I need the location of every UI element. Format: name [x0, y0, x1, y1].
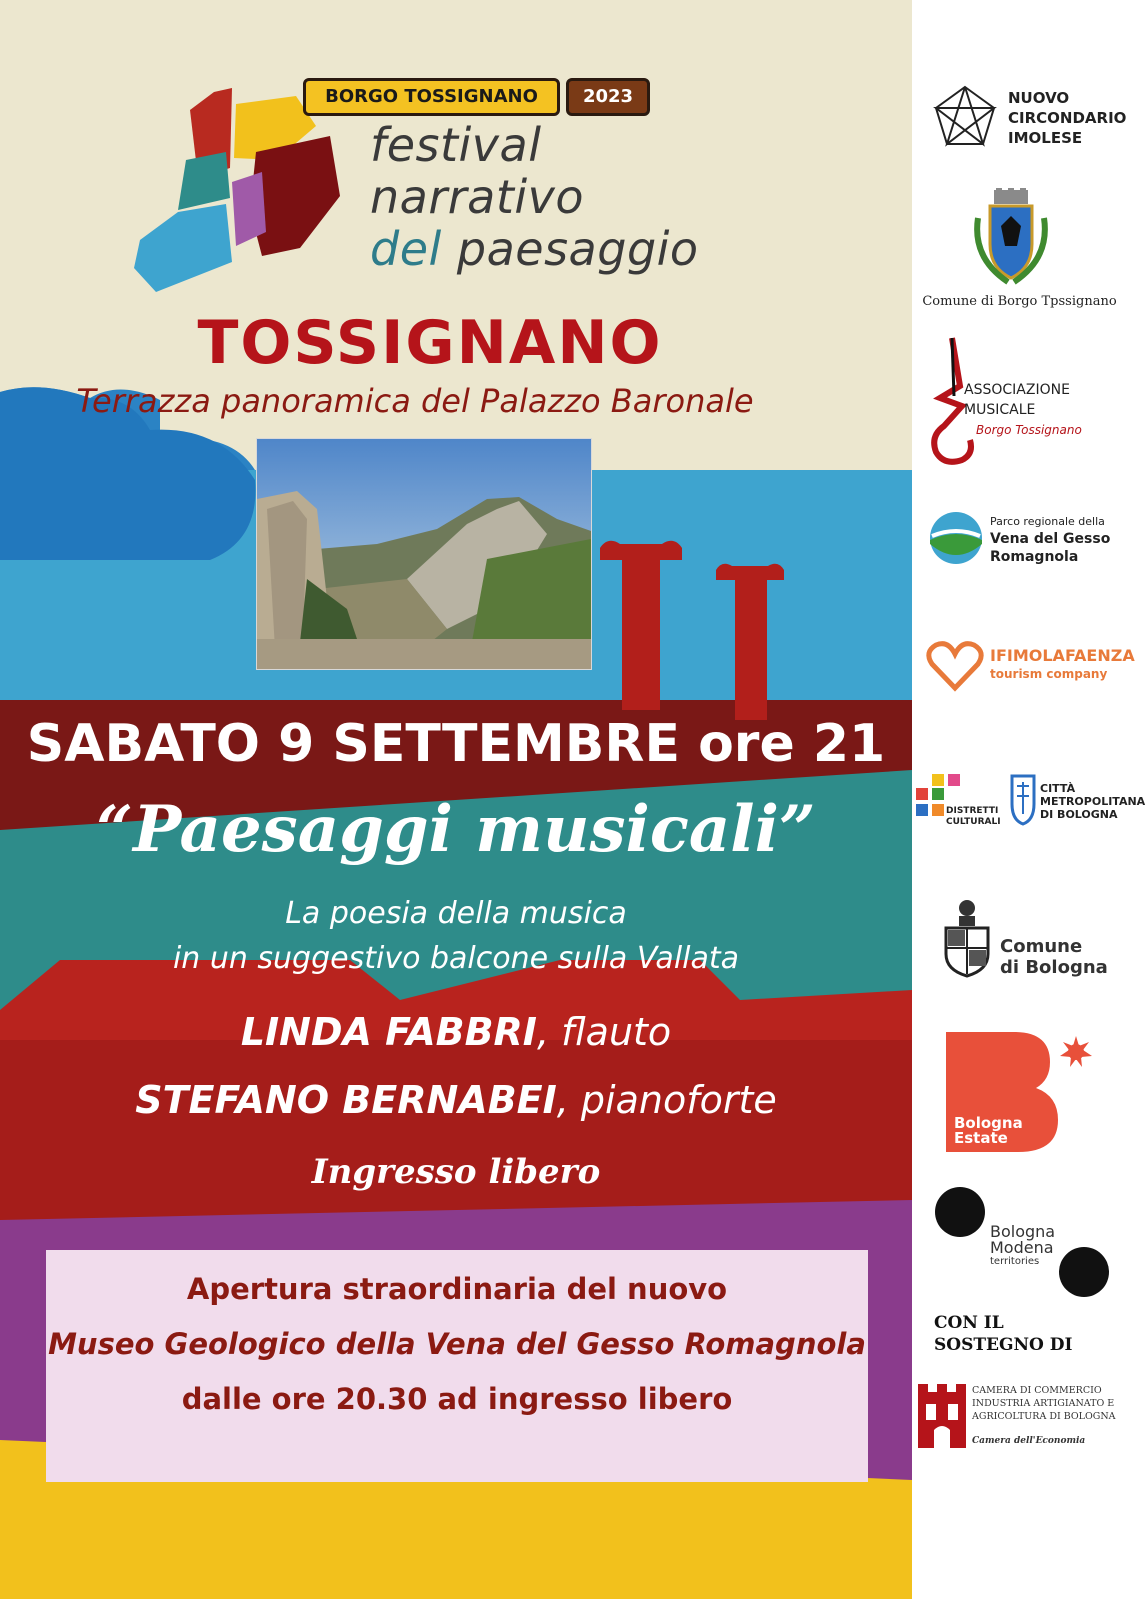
bologna-modena-line-2: Modena [990, 1238, 1054, 1257]
festival-title-del: del [370, 222, 442, 276]
bologna-estate-line-2: Estate [954, 1129, 1008, 1147]
landscape-photo [256, 438, 592, 670]
bologna-estate-logo-text [954, 1116, 1023, 1146]
comune-bologna-logo-text [1000, 936, 1108, 978]
parco-line-2: Vena del Gesso [990, 531, 1111, 547]
performer-2-name: STEFANO BERNABEI [135, 1078, 557, 1122]
performer-1-name: LINDA FABBRI [240, 1010, 537, 1054]
associazione-line-1: ASSOCIAZIONE [964, 382, 1070, 398]
event-title: “Paesaggi musicali” [96, 792, 816, 867]
event-entry: Ingresso libero [311, 1152, 601, 1192]
event-venue: Terrazza panoramica del Palazzo Baronale [76, 382, 754, 420]
sostegno-line-2: SOSTEGNO DI [934, 1335, 1073, 1355]
citta-line-2: METROPOLITANA [1040, 795, 1145, 808]
festival-title-line-2: narrativo [370, 170, 585, 224]
museum-line-3: dalle ore 20.30 ad ingresso libero [181, 1382, 733, 1416]
circondario-line-2: CIRCONDARIO [1008, 109, 1127, 127]
if-line-1: IFIMOLAFAENZA [990, 646, 1135, 665]
if-logo-text [990, 647, 1135, 683]
citta-metropolitana-text [1040, 782, 1145, 821]
comune-bologna-line-1: Comune [1000, 936, 1083, 957]
circondario-line-3: IMOLESE [1008, 129, 1083, 147]
parco-line-1: Parco regionale della [990, 515, 1105, 528]
camera-commercio-logo-text [972, 1384, 1116, 1423]
associazione-logo-text [964, 380, 1082, 440]
associazione-line-3: Borgo Tossignano [976, 423, 1082, 437]
circondario-line-1: NUOVO [1008, 89, 1070, 107]
borgo-tossignano-crest-icon [968, 188, 1054, 288]
museum-line-2: Museo Geologico della Vena del Gesso Romagnola [48, 1327, 866, 1361]
camera-line-1: CAMERA DI COMMERCIO [972, 1385, 1102, 1396]
comune-bologna-line-2: di Bologna [1000, 957, 1108, 978]
citta-metropolitana-icon [1008, 770, 1038, 826]
event-city: TOSSIGNANO [197, 308, 663, 378]
festival-location-badge: BORGO TOSSIGNANO [303, 78, 560, 116]
distretti-line-2: CULTURALI [946, 817, 1001, 827]
bologna-modena-line-1: Bologna [990, 1222, 1056, 1241]
parco-line-3: Romagnola [990, 549, 1079, 565]
bologna-estate-line-1: Bologna [954, 1114, 1023, 1132]
camera-economia-text: Camera dell'Economia [972, 1436, 1086, 1446]
comune-bologna-crest-icon [940, 898, 994, 978]
citta-line-1: CITTÀ [1040, 782, 1076, 795]
event-subtitle-2: in un suggestivo balcone sulla Vallata [172, 941, 740, 976]
circondario-icon [932, 84, 998, 150]
circondario-logo-text [1008, 88, 1126, 148]
camera-line-3: AGRICOLTURA DI BOLOGNA [972, 1411, 1116, 1422]
camera-commercio-icon [916, 1382, 968, 1450]
event-subtitle-1: La poesia della musica [285, 896, 627, 931]
comune-borgo-caption: Comune di Borgo Tpssignano [922, 294, 1117, 309]
festival-year-badge: 2023 [566, 78, 650, 116]
museum-info-box [46, 1250, 868, 1482]
event-date: SABATO 9 SETTEMBRE ore 21 [26, 714, 886, 774]
festival-title-line-1: festival [370, 118, 542, 172]
parco-regionale-icon [928, 510, 984, 566]
festival-title-line-3 [370, 222, 699, 276]
parco-logo-text [990, 514, 1110, 566]
if-heart-icon [926, 640, 984, 692]
performer-2-role: , pianoforte [556, 1078, 777, 1122]
performer-2 [0, 1078, 912, 1122]
performer-1-role: , flauto [536, 1010, 672, 1054]
landscape-photo-image [257, 439, 591, 669]
bologna-modena-line-3: territories [990, 1256, 1040, 1267]
distretti-line-1: DISTRETTI [946, 806, 999, 816]
sostegno-heading [934, 1312, 1072, 1356]
associazione-line-2: MUSICALE [964, 402, 1036, 418]
if-line-2: tourism company [990, 667, 1108, 681]
festival-title-paesaggio: paesaggio [456, 222, 699, 276]
camera-line-2: INDUSTRIA ARTIGIANATO E [972, 1398, 1115, 1409]
sostegno-line-1: CON IL [934, 1313, 1004, 1333]
citta-line-3: DI BOLOGNA [1040, 808, 1118, 821]
distretti-logo-text [946, 806, 1001, 828]
performer-1 [0, 1010, 912, 1054]
museum-line-1: Apertura straordinaria del nuovo [186, 1272, 728, 1306]
bologna-modena-logo-text [990, 1224, 1055, 1268]
sponsor-sidebar [912, 0, 1145, 1599]
